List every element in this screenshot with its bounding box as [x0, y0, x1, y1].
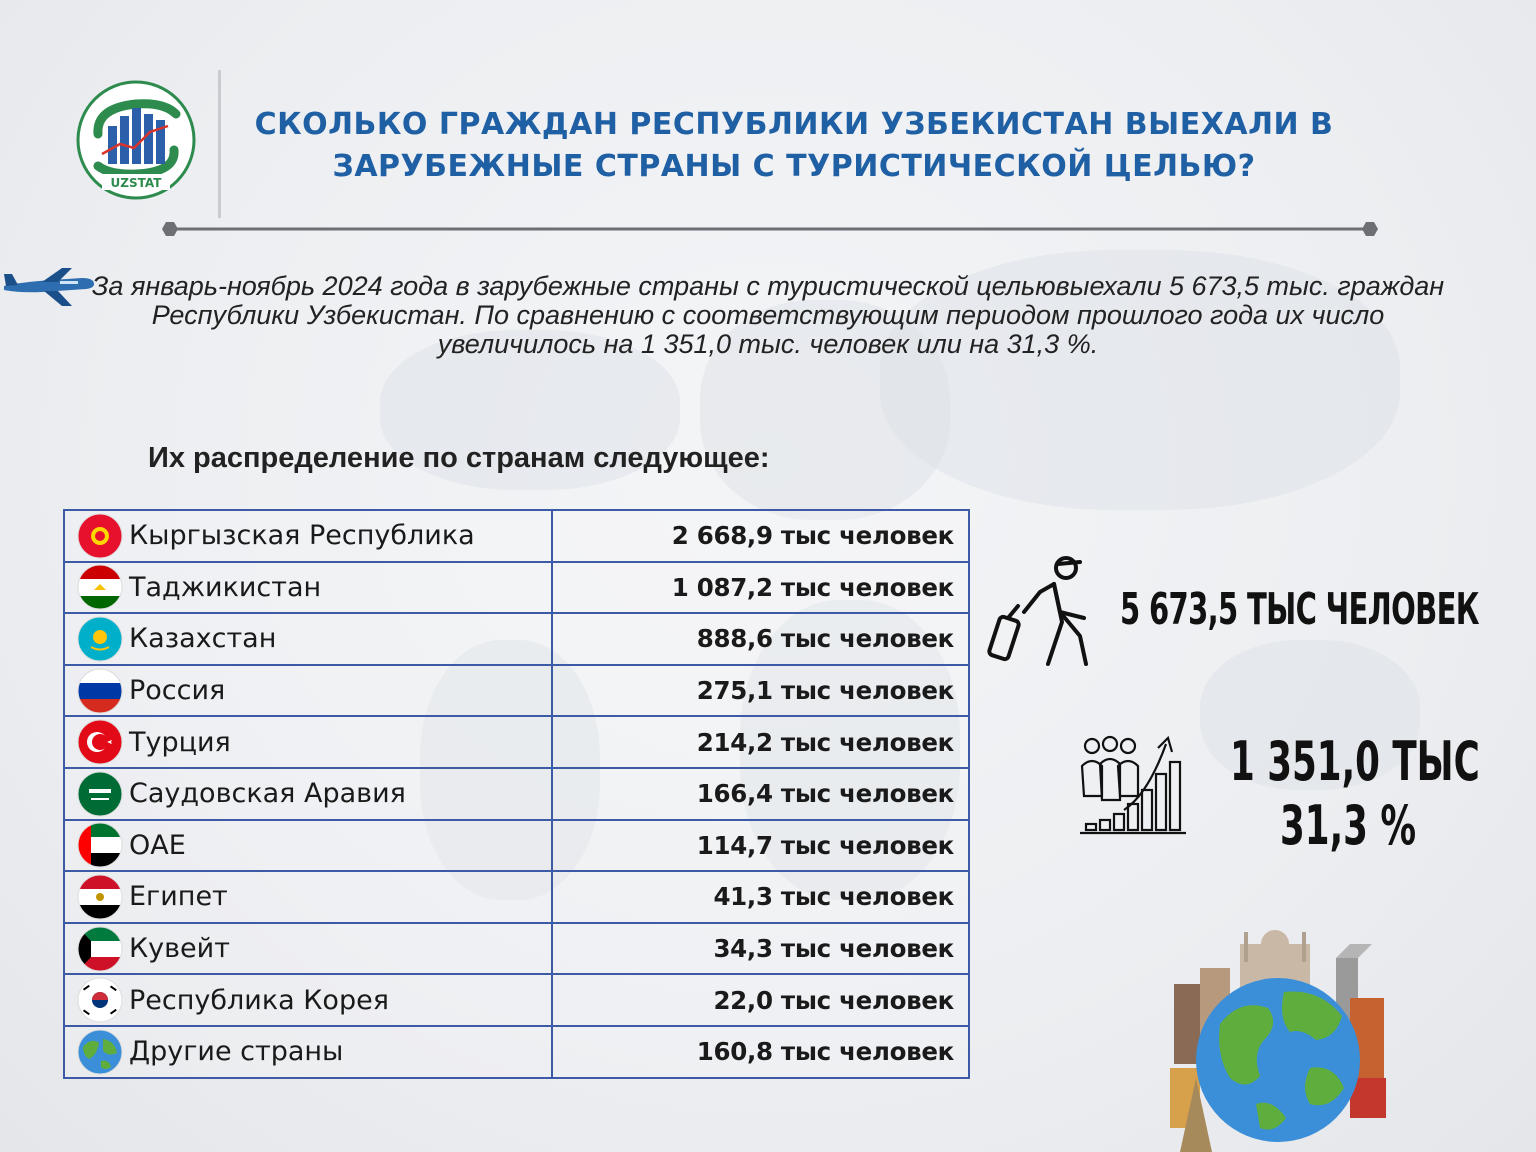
- table-row: [64, 562, 969, 614]
- travelers-count: 2 668,9 тыс человек: [552, 510, 969, 562]
- country-name: Таджикистан: [129, 571, 322, 603]
- travelers-count: 34,3 тыс человек: [552, 923, 969, 975]
- south-korea-flag-icon: [77, 977, 123, 1023]
- travelers-count: 114,7 тыс человек: [552, 820, 969, 872]
- country-cell: [64, 871, 552, 923]
- increase-percent: 31,3 %: [1280, 794, 1417, 857]
- country-name: Саудовская Аравия: [129, 778, 406, 810]
- country-cell: [64, 510, 552, 562]
- country-name: Турция: [129, 726, 231, 758]
- country-name: Республика Корея: [129, 984, 389, 1016]
- turkey-flag-icon: [77, 719, 123, 765]
- travelers-count: 41,3 тыс человек: [552, 871, 969, 923]
- table-heading: Их распределение по странам следующее:: [148, 442, 770, 474]
- country-cell: [64, 562, 552, 614]
- country-cell: [64, 923, 552, 975]
- saudi-arabia-flag-icon: [77, 771, 123, 817]
- page-title: СКОЛЬКО ГРАЖДАН РЕСПУБЛИКИ УЗБЕКИСТАН ВЫЕХАЛИ В ЗАРУБЕЖНЫЕ СТРАНЫ С ТУРИСТИЧЕСКОЙ ЦЕЛЬЮ?: [254, 107, 1334, 184]
- total-travelers: 5 673,5 ТЫС ЧЕЛОВЕК: [1120, 584, 1479, 635]
- table-row: [64, 871, 969, 923]
- table-row: [64, 1026, 969, 1078]
- growth-chart-icon: [1076, 734, 1188, 836]
- table-row: [64, 923, 969, 975]
- travelers-count: 275,1 тыс человек: [552, 665, 969, 717]
- countries-table: [63, 509, 970, 1079]
- country-name: Другие страны: [129, 1036, 344, 1068]
- kuwait-flag-icon: [77, 926, 123, 972]
- table-row: [64, 665, 969, 717]
- country-name: Египет: [129, 881, 228, 913]
- header-separator: [218, 70, 221, 218]
- traveler-icon: [984, 552, 1110, 670]
- logo-text: UZSTAT: [110, 176, 162, 190]
- country-cell: [64, 613, 552, 665]
- uzstat-logo: [76, 80, 196, 200]
- uae-flag-icon: [77, 822, 123, 868]
- globe-icon: [77, 1029, 123, 1075]
- country-cell: [64, 716, 552, 768]
- travelers-count: 166,4 тыс человек: [552, 768, 969, 820]
- table-row: [64, 716, 969, 768]
- country-cell: [64, 974, 552, 1026]
- country-cell: [64, 820, 552, 872]
- table-row: [64, 613, 969, 665]
- country-name: Россия: [129, 675, 226, 707]
- travelers-count: 888,6 тыс человек: [552, 613, 969, 665]
- travelers-count: 160,8 тыс человек: [552, 1026, 969, 1078]
- country-name: Кувейт: [129, 933, 230, 965]
- country-name: Кыргызская Республика: [129, 520, 475, 552]
- kazakhstan-flag-icon: [77, 616, 123, 662]
- travelers-count: 22,0 тыс человек: [552, 974, 969, 1026]
- table-row: [64, 974, 969, 1026]
- table-row: [64, 820, 969, 872]
- country-name: Казахстан: [129, 623, 277, 655]
- egypt-flag-icon: [77, 874, 123, 920]
- table-row: [64, 768, 969, 820]
- kyrgyzstan-flag-icon: [77, 513, 123, 559]
- increase-absolute: 1 351,0 ТЫС: [1230, 730, 1480, 793]
- intro-text: За январь-ноябрь 2024 года в зарубежные страны с туристической цельювыехали 5 673,5 тыс. граждан Республики Узбекистан. По сравнению с соответствующим периодом прошлого года их число увеличилось на 1 351,0 тыс. человек или на 31,3 %.: [91, 271, 1445, 359]
- travelers-count: 214,2 тыс человек: [552, 716, 969, 768]
- country-cell: [64, 1026, 552, 1078]
- globe-landmarks-illustration: [1160, 928, 1396, 1152]
- divider-line: [160, 219, 1380, 239]
- table-row: [64, 510, 969, 562]
- tajikistan-flag-icon: [77, 564, 123, 610]
- travelers-count: 1 087,2 тыс человек: [552, 562, 969, 614]
- russia-flag-icon: [77, 668, 123, 714]
- country-cell: [64, 768, 552, 820]
- country-cell: [64, 665, 552, 717]
- country-name: ОАЕ: [129, 829, 186, 861]
